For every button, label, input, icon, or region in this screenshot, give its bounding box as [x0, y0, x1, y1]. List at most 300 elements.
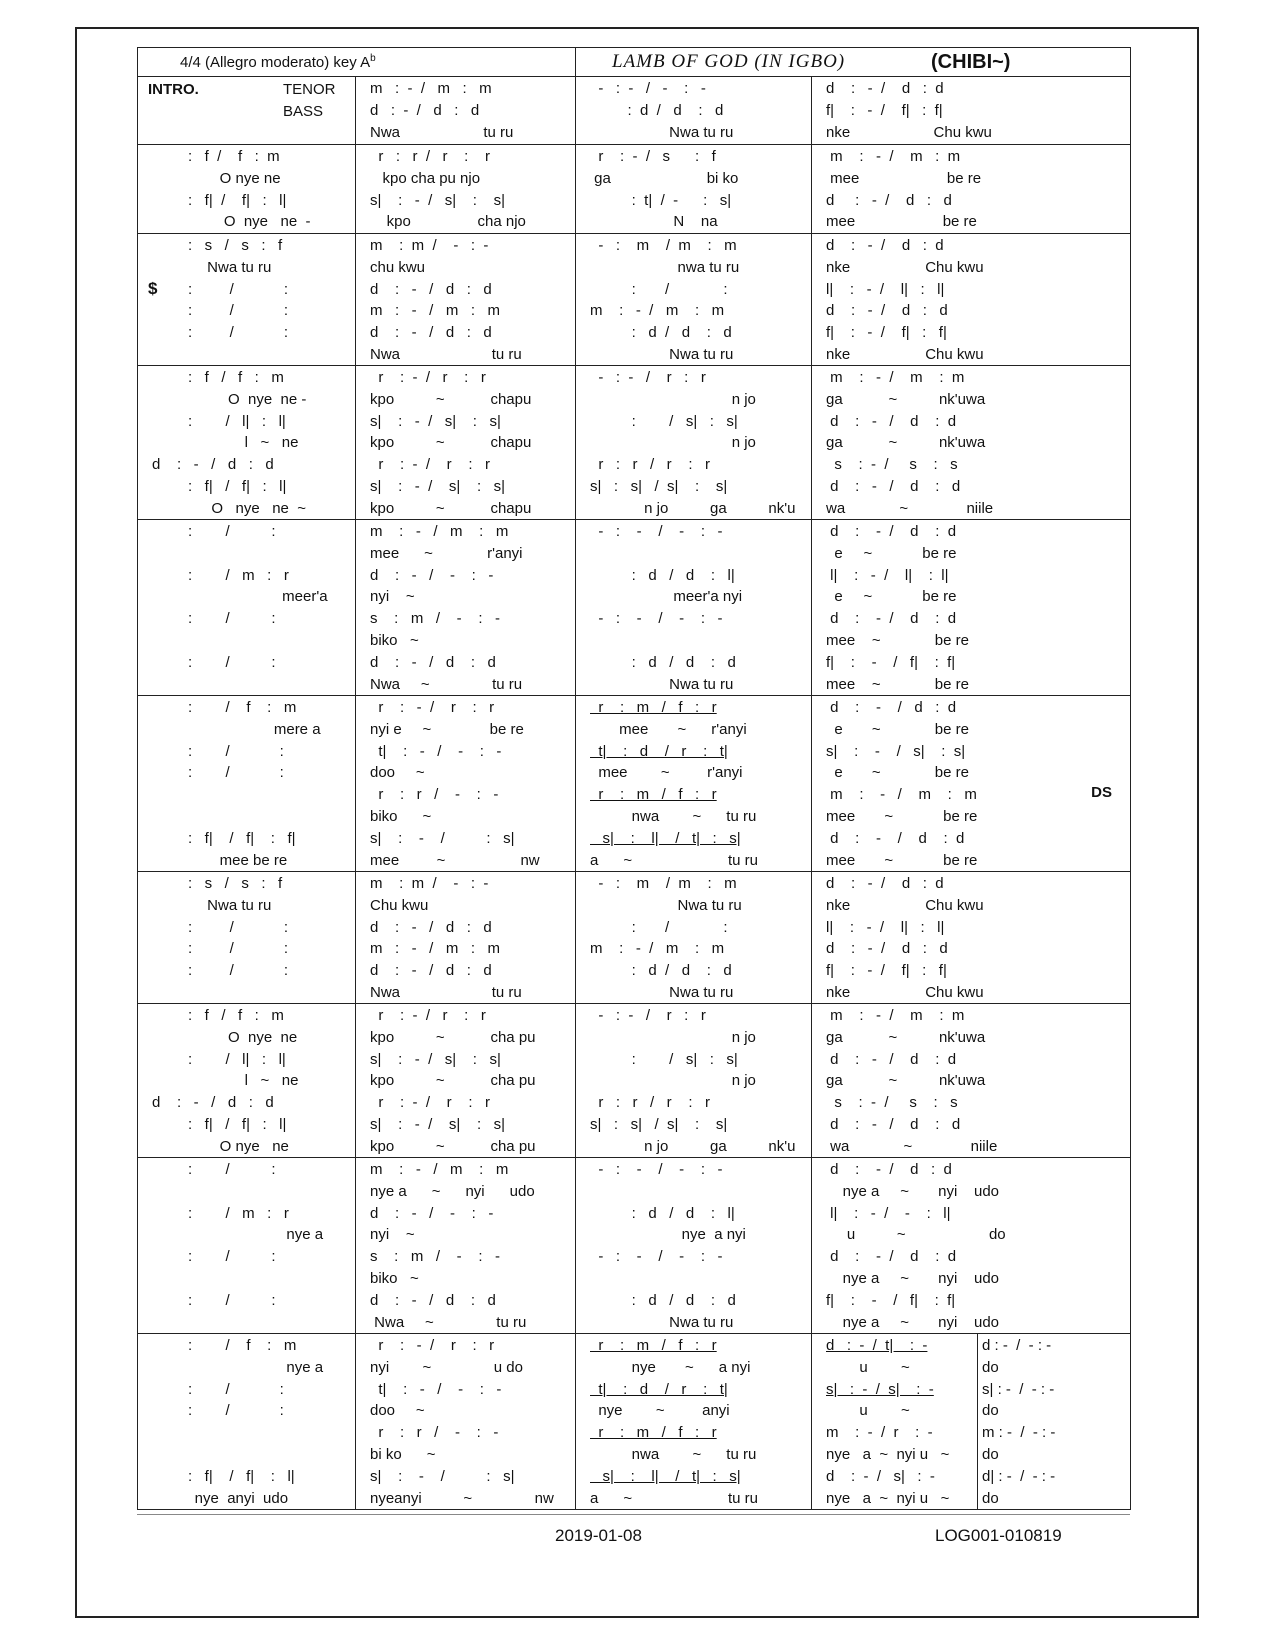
- tenor-label: TENOR: [283, 81, 336, 98]
- solfa-line: [812, 1203, 1130, 1225]
- lyric-line: [356, 630, 575, 652]
- lyric-line: [356, 1312, 575, 1334]
- lyric-text: kpo ~ cha pu: [370, 1137, 536, 1155]
- solfa-text: r : - / r : r: [370, 369, 486, 386]
- lyric-text: [178, 545, 182, 562]
- lyric-text: O nye ne -: [178, 213, 311, 231]
- lyric-line: [138, 498, 355, 520]
- lyric-text: ga ~ nk'uwa: [826, 390, 986, 408]
- solfa-line: [576, 1466, 811, 1488]
- solfa-line: [576, 565, 811, 587]
- solfa-line: [576, 938, 811, 960]
- score-system: [138, 1158, 1131, 1334]
- solfa-line: [138, 1400, 355, 1422]
- lyric-text: nye ~ a nyi: [590, 1358, 751, 1376]
- lyric-line: [138, 1070, 355, 1092]
- solfa-line: [138, 1466, 355, 1488]
- lyric-line: [356, 1027, 575, 1049]
- lyric-text: nye ~ anyi: [590, 1402, 730, 1420]
- solfa-text: : d / d : l|: [590, 1204, 735, 1222]
- lyric-text: Nwa ~ tu ru: [370, 1313, 527, 1331]
- solfa-text: : / :: [188, 1380, 284, 1398]
- solfa-line: [812, 1092, 1130, 1114]
- solfa-text: s| : - / : s|: [370, 1467, 515, 1485]
- solfa-text: d : - / d : d: [370, 918, 492, 936]
- solfa-text: : f / f : m: [188, 369, 284, 386]
- solfa-text: : / :: [188, 962, 289, 980]
- lyric-line: [356, 895, 575, 917]
- solfa-line: [356, 1114, 575, 1136]
- lyric-line: [576, 168, 811, 190]
- lyric-line: [576, 211, 811, 233]
- score-header: [138, 48, 1131, 77]
- lyric-line: [812, 1070, 1130, 1092]
- measure-cell: [576, 145, 812, 234]
- lyric-text: meer'a nyi: [590, 588, 743, 606]
- measure-cell: [138, 145, 356, 234]
- lyric-text: nye a: [178, 1358, 324, 1376]
- solfa-text: f| : - / f| : f|: [826, 101, 943, 119]
- measure-cell: [138, 520, 356, 696]
- lyric-line: [812, 762, 1130, 784]
- measure-cell: [576, 77, 812, 145]
- lyric-text: nye a ~ nyi udo: [370, 1182, 535, 1200]
- lyric-line: [356, 168, 575, 190]
- solfa-line: [138, 1335, 355, 1357]
- solfa-text: : / :: [188, 302, 289, 320]
- lyric-text: [178, 1270, 182, 1287]
- lyric-line: [138, 211, 355, 233]
- solfa-line: [356, 1422, 575, 1444]
- lyric-text: [178, 1183, 182, 1200]
- measure-cell: [138, 234, 356, 366]
- measure-cell: [576, 872, 812, 1004]
- solfa-line: [812, 608, 1130, 630]
- solfa-text: s| : - / s| : s|: [370, 191, 506, 209]
- solfa-line: [356, 322, 575, 344]
- measure-cell: [138, 1334, 356, 1510]
- measure-cell: [812, 872, 1131, 1004]
- solfa-text: s : m / - : -: [370, 1248, 501, 1266]
- solfa-text: m : - / m : m: [370, 302, 500, 320]
- score-system: [138, 696, 1131, 872]
- solfa-text: t| : - / - : -: [370, 742, 502, 760]
- lyric-text: mee ~ be re: [826, 675, 969, 693]
- solfa-line: [138, 873, 355, 895]
- lyric-text: l ~ ne: [178, 434, 299, 452]
- solfa-text: : s / s : f: [188, 875, 283, 892]
- lyric-text: mee ~ be re: [826, 808, 978, 825]
- lyric-line: [356, 1268, 575, 1290]
- solfa-line: [356, 476, 575, 498]
- lyric-text: O nye ne: [178, 1028, 298, 1046]
- footer-date: 2019-01-08: [555, 1526, 642, 1545]
- solfa-line: [576, 1290, 811, 1312]
- lyric-line: [812, 850, 1130, 872]
- solfa-text: d : - / d : d: [826, 1161, 952, 1178]
- solfa-text: r : m / f : r: [590, 1424, 717, 1442]
- measure-cell: [576, 1158, 812, 1334]
- lyric-text: doo ~: [370, 764, 425, 782]
- solfa-text: f| : - / f| : f|: [826, 653, 956, 671]
- solfa-line: [356, 652, 575, 674]
- lyric-text: n jo: [590, 1072, 756, 1090]
- lyric-line: [138, 586, 355, 608]
- solfa-line: [356, 1290, 575, 1312]
- lyric-text: mee be re: [826, 213, 977, 231]
- segno-sign: $: [148, 278, 158, 298]
- lyric-text: O nye ne: [178, 1137, 289, 1155]
- lyric-line: [356, 1400, 575, 1422]
- solfa-text: : f / f : m: [188, 1007, 284, 1024]
- score-system: [138, 77, 1131, 145]
- solfa-line: [138, 235, 355, 257]
- lyric-text: ga bi ko: [590, 169, 739, 187]
- solfa-text: : / :: [188, 764, 284, 782]
- lyric-text: mee ~ r'anyi: [370, 544, 523, 562]
- lyric-text: mee be re: [178, 851, 288, 869]
- solfa-text: m : - / m : m: [826, 1007, 965, 1024]
- lyric-line: [576, 1224, 811, 1246]
- lyric-line: [138, 1422, 355, 1444]
- solfa-line: [812, 938, 1130, 960]
- solfa-text: : f| / f| : l|: [188, 1467, 295, 1485]
- lyric-line: [576, 1136, 811, 1158]
- solfa-line: [576, 322, 811, 344]
- lyric-line: [138, 1136, 355, 1158]
- lyric-line: [576, 432, 811, 454]
- solfa-line: [576, 960, 811, 982]
- sol-fa-score: [137, 47, 1131, 1510]
- footer-code: LOG001-010819: [935, 1526, 1062, 1545]
- solfa-text: : / l| : l|: [188, 412, 286, 430]
- solfa-line: [576, 367, 811, 389]
- solfa-text: : / :: [188, 653, 276, 671]
- solfa-line: [576, 146, 811, 168]
- lyric-line: [576, 1070, 811, 1092]
- solfa-line: [576, 78, 811, 100]
- lyric-text: O nye ne ~: [178, 499, 306, 517]
- solfa-line: [138, 608, 355, 630]
- solfa-text: d : - / d : d: [826, 1116, 961, 1133]
- lyric-line: [356, 1444, 575, 1466]
- solfa-line: [356, 1466, 575, 1488]
- lyric-line: [812, 806, 1130, 828]
- solfa-text: r : m / f : r: [590, 699, 717, 716]
- solfa-line: [356, 938, 575, 960]
- solfa-text: : / :: [188, 1402, 284, 1420]
- solfa-line: [576, 1049, 811, 1071]
- solfa-line: [576, 1005, 811, 1027]
- lyric-text: mee ~ be re: [826, 632, 969, 649]
- ds-marker: DS: [1091, 784, 1112, 802]
- lyric-line: [356, 389, 575, 411]
- solfa-line: [138, 938, 355, 960]
- solfa-line: [812, 476, 1130, 498]
- lyric-text: [178, 1446, 182, 1463]
- lyric-line: [812, 168, 1130, 190]
- lyric-line: [576, 1181, 811, 1203]
- solfa-text: s| : l| / t| : s|: [590, 1467, 741, 1485]
- solfa-text: d : - / d : d: [370, 280, 492, 298]
- lyric-text: [590, 545, 594, 562]
- solfa-text: r : m / f : r: [590, 1337, 717, 1354]
- solfa-text: l| : - / l| : l|: [826, 566, 949, 584]
- solfa-text: d : - / d : d: [370, 962, 492, 980]
- lyric-text: e ~ be re: [826, 544, 957, 562]
- lyric-line: [812, 674, 1130, 696]
- lyric-text: Nwa tu ru: [370, 123, 514, 141]
- solfa-text: : / s| : s|: [590, 412, 738, 430]
- solfa-text: r : - / r : r: [370, 456, 490, 474]
- solfa-line: [356, 1203, 575, 1225]
- solfa-text: d : - / d : d: [826, 940, 948, 958]
- lyric-line: [812, 1181, 1130, 1203]
- lyric-text: Nwa tu ru: [370, 346, 522, 363]
- lyric-line: [576, 1400, 811, 1422]
- solfa-text: s| : s| / s| : s|: [590, 478, 728, 495]
- score-system: [138, 1004, 1131, 1158]
- solfa-text: f| : - / f| : f|: [826, 1291, 956, 1309]
- lyric-text: nye anyi udo: [178, 1489, 289, 1507]
- lyric-line: [576, 543, 811, 565]
- lyric-line: [812, 1136, 1130, 1158]
- lyric-text: [178, 1424, 182, 1441]
- lyric-text: Nwa tu ru: [590, 896, 742, 914]
- solfa-text: : d / d : d: [590, 1291, 736, 1309]
- lyric-line: [356, 586, 575, 608]
- lyric-line: [812, 211, 1130, 233]
- lyric-line: [138, 1181, 355, 1203]
- lyric-line: [812, 1027, 1130, 1049]
- solfa-text: d : - / d : d: [826, 237, 944, 254]
- lyric-line: [576, 1312, 811, 1334]
- solfa-line: [576, 917, 811, 939]
- solfa-line: [812, 322, 1130, 344]
- lyric-line: [576, 850, 811, 872]
- lyric-line: [138, 389, 355, 411]
- measure-cell: [138, 696, 356, 872]
- lyric-text: O nye ne -: [178, 390, 307, 408]
- solfa-text: f| : - / f| : f|: [826, 962, 947, 980]
- lyric-text: biko ~: [370, 1270, 419, 1287]
- solfa-text: d : - / d : d: [826, 191, 952, 209]
- lyric-text: bi ko ~: [370, 1446, 436, 1463]
- solfa-text: m : - / m : m: [370, 1161, 509, 1178]
- solfa-line: [812, 367, 1130, 389]
- solfa-text: : f| / f| : l|: [188, 478, 287, 495]
- measure-cell: [576, 696, 812, 872]
- lyric-line: [138, 630, 355, 652]
- solfa-line: [356, 1005, 575, 1027]
- solfa-text: : s / s : f: [188, 237, 283, 254]
- lyric-line: [812, 1444, 975, 1466]
- solfa-text: s| : - / s| : s|: [370, 1050, 501, 1068]
- solfa-line: [576, 1422, 811, 1444]
- lyric-text: e ~ be re: [826, 764, 969, 782]
- score-system: [138, 520, 1131, 696]
- solfa-text: : d / d : d: [590, 101, 724, 119]
- lyric-text: ga ~ nk'uwa: [826, 1028, 986, 1046]
- measure-cell: [356, 520, 576, 696]
- solfa-line: [812, 1335, 975, 1357]
- solfa-line: [812, 454, 1130, 476]
- lyric-text: u ~: [826, 1402, 910, 1420]
- lyric-line: [576, 806, 811, 828]
- lyric-line: [356, 1181, 575, 1203]
- solfa-text: : d / d : d: [590, 962, 732, 980]
- solfa-text: s| : - / : s|: [370, 829, 515, 847]
- solfa-text: : / f : m: [188, 1337, 297, 1354]
- final-solfa: s| : - / - : -: [982, 1380, 1055, 1398]
- solfa-line: [576, 873, 811, 895]
- lyric-text: n jo: [590, 434, 756, 452]
- solfa-line: [812, 1049, 1130, 1071]
- solfa-line: [576, 1159, 811, 1181]
- lyric-text: nke Chu kwu: [826, 984, 984, 1001]
- solfa-text: : / :: [590, 918, 728, 936]
- lyric-line: [356, 850, 575, 872]
- lyric-text: kpo cha njo: [370, 213, 526, 231]
- measure-cell: [138, 77, 356, 145]
- lyric-line: [138, 543, 355, 565]
- solfa-text: s| : - / s| : s|: [370, 1116, 506, 1133]
- solfa-text: d : - / d : d: [370, 101, 480, 119]
- solfa-line: [576, 1203, 811, 1225]
- lyric-text: Nwa tu ru: [370, 984, 522, 1001]
- lyric-text: [178, 632, 182, 649]
- lyric-line: [356, 432, 575, 454]
- lyric-text: e ~ be re: [826, 588, 957, 606]
- measure-cell: [812, 1334, 1131, 1510]
- lyric-text: a ~ tu ru: [590, 851, 758, 869]
- solfa-text: s : - / s : s: [826, 1094, 958, 1112]
- lyric-text: Nwa tu ru: [178, 258, 272, 276]
- solfa-line: [576, 476, 811, 498]
- song-title: LAMB OF GOD (IN IGBO): [576, 48, 812, 77]
- solfa-text: m : m / - : -: [370, 237, 489, 254]
- measure-cell: [812, 520, 1131, 696]
- solfa-line: [576, 235, 811, 257]
- solfa-text: d : - / d : d: [370, 653, 496, 671]
- solfa-text: : d / d : d: [590, 324, 732, 342]
- lyric-text: mee ~ r'anyi: [590, 720, 747, 738]
- solfa-text: r : r / r : r: [590, 1094, 710, 1112]
- lyric-line: [138, 1268, 355, 1290]
- lyric-text: Nwa tu ru: [590, 1313, 734, 1331]
- solfa-text: - : - / - : -: [590, 610, 723, 628]
- solfa-line: [138, 367, 355, 389]
- solfa-line: [356, 828, 575, 850]
- solfa-text: l| : - / - : l|: [826, 1204, 951, 1222]
- measure-cell: [356, 696, 576, 872]
- measure-cell: [356, 366, 576, 520]
- solfa-line: [102, 1092, 355, 1114]
- lyric-line: [138, 1027, 355, 1049]
- lyric-line: [576, 1268, 811, 1290]
- lyric-text: [590, 1183, 594, 1200]
- lyric-text: Nwa ~ tu ru: [370, 675, 523, 693]
- final-solfa: d : - / - : -: [982, 1337, 1052, 1354]
- solfa-line: [356, 1159, 575, 1181]
- lyric-text: a ~ tu ru: [590, 1489, 758, 1507]
- solfa-line: [356, 784, 575, 806]
- solfa-line: [356, 1246, 575, 1268]
- lyric-line: [576, 895, 811, 917]
- solfa-line: [812, 741, 1130, 763]
- lyric-line: [356, 122, 575, 144]
- solfa-text: s| : - / s| : s|: [370, 478, 506, 495]
- lyric-line: [138, 719, 355, 741]
- solfa-text: - : - / r : r: [590, 369, 706, 386]
- lyric-line: [138, 257, 355, 279]
- intro-label: INTRO.: [148, 81, 199, 98]
- measure-cell: [356, 145, 576, 234]
- lyric-text: Nwa tu ru: [178, 896, 272, 914]
- solfa-line: [812, 300, 1130, 322]
- solfa-text: d : - / d : d: [370, 324, 492, 342]
- solfa-text: r : - / r : r: [370, 1007, 486, 1024]
- lyric-text: n jo: [590, 1028, 756, 1046]
- solfa-line: [356, 917, 575, 939]
- lyric-text: nwa ~ tu ru: [590, 1446, 757, 1463]
- solfa-text: - : - / r : r: [590, 1007, 706, 1024]
- lyric-line: [356, 1224, 575, 1246]
- measure-cell: [356, 77, 576, 145]
- measure-cell: [356, 872, 576, 1004]
- lyric-text: nwa tu ru: [590, 258, 740, 276]
- solfa-line: [812, 1114, 1130, 1136]
- solfa-text: : / :: [188, 610, 276, 628]
- lyric-text: e ~ be re: [826, 720, 969, 738]
- lyric-line: [138, 168, 355, 190]
- lyric-line: [356, 257, 575, 279]
- solfa-line: [576, 100, 811, 122]
- measure-cell: [812, 234, 1131, 366]
- solfa-line: [812, 1290, 1130, 1312]
- solfa-text: : d / d : d: [590, 653, 736, 671]
- solfa-line: [576, 608, 811, 630]
- solfa-text: : / :: [188, 940, 289, 958]
- measure-cell: [812, 696, 1131, 872]
- solfa-text: m : - / m : m: [826, 148, 961, 165]
- lyric-line: [356, 1488, 575, 1510]
- bass-label: BASS: [283, 103, 324, 120]
- solfa-line: [138, 1379, 355, 1401]
- solfa-line: [356, 78, 575, 100]
- solfa-text: - : - / - : -: [590, 523, 723, 540]
- solfa-text: d : - / d : d: [152, 1094, 274, 1112]
- solfa-text: m : - / r : -: [826, 1424, 933, 1442]
- solfa-text: : f / f : m: [188, 148, 280, 165]
- solfa-line: [356, 697, 575, 719]
- meter-tempo-key-text: 4/4 (Allegro moderato) key A: [180, 54, 371, 71]
- lyric-line: [576, 1444, 811, 1466]
- composer: (CHIBI~): [812, 48, 1131, 77]
- lyric-line: [812, 719, 1130, 741]
- solfa-text: m : - / m : m: [826, 786, 977, 804]
- solfa-text: : / :: [188, 280, 289, 298]
- solfa-line: [356, 411, 575, 433]
- solfa-line: [576, 1092, 811, 1114]
- lyric-line: [812, 1488, 975, 1510]
- lyric-line: [138, 1444, 355, 1466]
- lyric-text: mee ~ nw: [370, 851, 540, 869]
- solfa-line: [812, 1159, 1130, 1181]
- lyric-text: ga ~ nk'uwa: [826, 434, 986, 452]
- lyric-text: N na: [590, 213, 718, 231]
- solfa-text: m : - / m : m: [590, 940, 725, 958]
